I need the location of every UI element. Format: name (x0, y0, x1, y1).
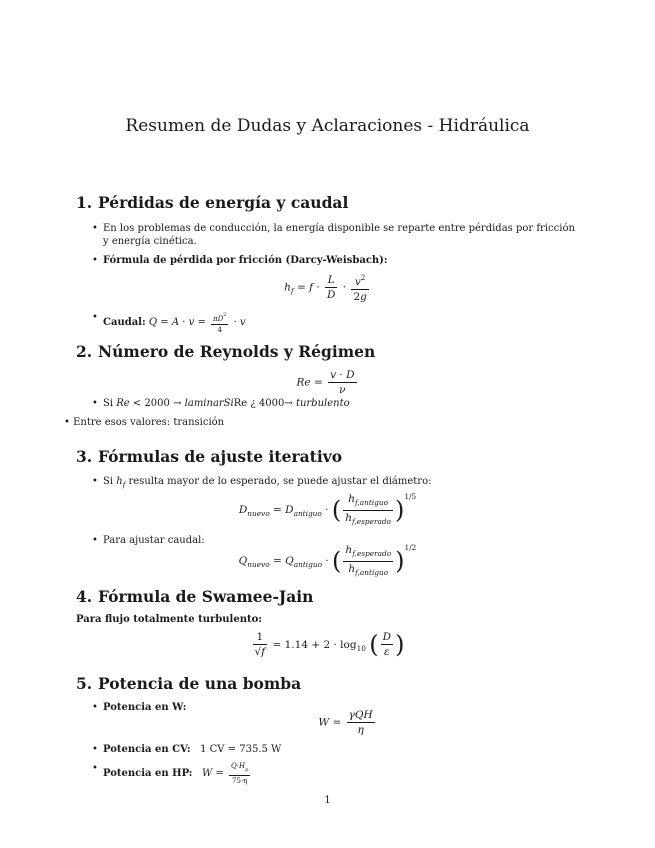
hf-symbol: $h_f$ (116, 476, 126, 489)
document-title: Resumen de Dudas y Aclaraciones - Hidráulica (125, 116, 530, 136)
section-1-bullet-3 (92, 311, 582, 334)
section-5-title: Potencia de una bomba (98, 674, 302, 693)
section-3-bullet-1 (92, 475, 582, 492)
bullet-dot: • (92, 535, 98, 546)
swamee-jain-label: Para flujo totalmente turbulento: (76, 614, 262, 625)
section-3-number: 3. (76, 447, 93, 466)
section-1-number: 1. (76, 193, 93, 212)
section-2-number: 2. (76, 342, 93, 361)
bullet-dot: • (92, 476, 98, 487)
section-5-bullet-3 (92, 762, 582, 785)
bullet-dot: • (92, 223, 98, 234)
section-1-heading (76, 193, 348, 212)
section-2-heading (76, 342, 375, 361)
bullet-dot: • (92, 702, 98, 713)
caudal-formula: Q = A · v = $\frac{\pi D^2}{4}$ · v (148, 312, 246, 334)
section-1-bullet-1 (92, 222, 582, 248)
bullet-dot: • (92, 763, 98, 774)
section-1-title: Pérdidas de energía y caudal (98, 193, 349, 212)
section-4-title: Fórmula de Swamee-Jain (98, 587, 314, 606)
caudal-label: Caudal: (103, 317, 146, 328)
power-cv-value: 1 CV = 735.5 W (200, 744, 282, 755)
section-5-heading (76, 674, 301, 693)
bullet-dot: • (92, 312, 98, 323)
flow-adjust-equation: $Q_{nuevo} = Q_{antiguo}$ · ( $\frac{h_{f,esperado}}{h_{f,antiguo}}$ )$^{1/2}$ (238, 543, 417, 577)
section-4-number: 4. (76, 587, 93, 606)
section-5-number: 5. (76, 674, 93, 693)
section-2-outer-bullet (64, 416, 224, 429)
section-3-title: Fórmulas de ajuste iterativo (98, 447, 343, 466)
darcy-weisbach-equation: $h_f = f$ · $\frac{L}{D}$ · $\frac{v^2}{2g}$ (284, 273, 367, 303)
bullet-dot: • (92, 398, 98, 409)
section-2-bullet-1: • Si Re < 2000 → laminarSiRe ¿ 4000→ turbulento (92, 398, 350, 409)
si-text: Si (103, 398, 114, 409)
section-3-heading (76, 447, 342, 466)
bullet-dot: • (92, 744, 98, 755)
power-w-equation: W = $\frac{\text{γQH}}{\eta}$ (318, 709, 373, 736)
page-number: 1 (324, 795, 331, 806)
bullet-dot: • (92, 255, 98, 266)
section-4-heading (76, 587, 313, 606)
power-w-label: Potencia en W: (103, 702, 187, 713)
laminar-word: laminarSi (184, 398, 234, 409)
section-5-bullet-2 (92, 743, 582, 756)
darcy-weisbach-label: Fórmula de pérdida por fricción (Darcy-Weisbach): (103, 255, 388, 266)
bullet-dot: • (64, 417, 70, 428)
section-1-bullet-1-text: En los problemas de conducción, la energía disponible se reparte entre pérdidas por fricción y energía cinética. (103, 223, 575, 247)
turbulent-threshold: Re ¿ 4000 (233, 398, 285, 409)
turbulent-word: turbulento (295, 398, 350, 409)
reynolds-laminar-condition: Re < 2000 → (116, 398, 182, 409)
power-hp-formula: W = $\frac{Q\cdot H_p}{75\cdot\eta}$ (202, 762, 249, 785)
flow-adjust-text: Para ajustar caudal: (103, 535, 205, 546)
swamee-jain-equation: $\frac{1}{√f}$ = $1.14 + 2 \cdot \log_{10}$ ( $\frac{D}{\varepsilon}$ ) (254, 630, 405, 659)
reynolds-equation: Re = $\frac{v \cdot D}{\nu}$ (296, 369, 355, 396)
diameter-adjust-equation: $D_{nuevo} = D_{antiguo}$ · ( $\frac{h_{f,antiguo}}{h_{f,esperado}}$ )$^{1/5}$ (238, 492, 417, 526)
power-hp-label: Potencia en HP: (103, 768, 193, 779)
section-2-title: Número de Reynolds y Régimen (98, 342, 376, 361)
section-1-bullet-2 (92, 254, 582, 267)
transition-text: Entre esos valores: transición (73, 417, 225, 428)
si-text: Si (103, 476, 114, 487)
diameter-adjust-text: resulta mayor de lo esperado, se puede ajustar el diámetro: (128, 476, 432, 487)
power-cv-label: Potencia en CV: (103, 744, 191, 755)
